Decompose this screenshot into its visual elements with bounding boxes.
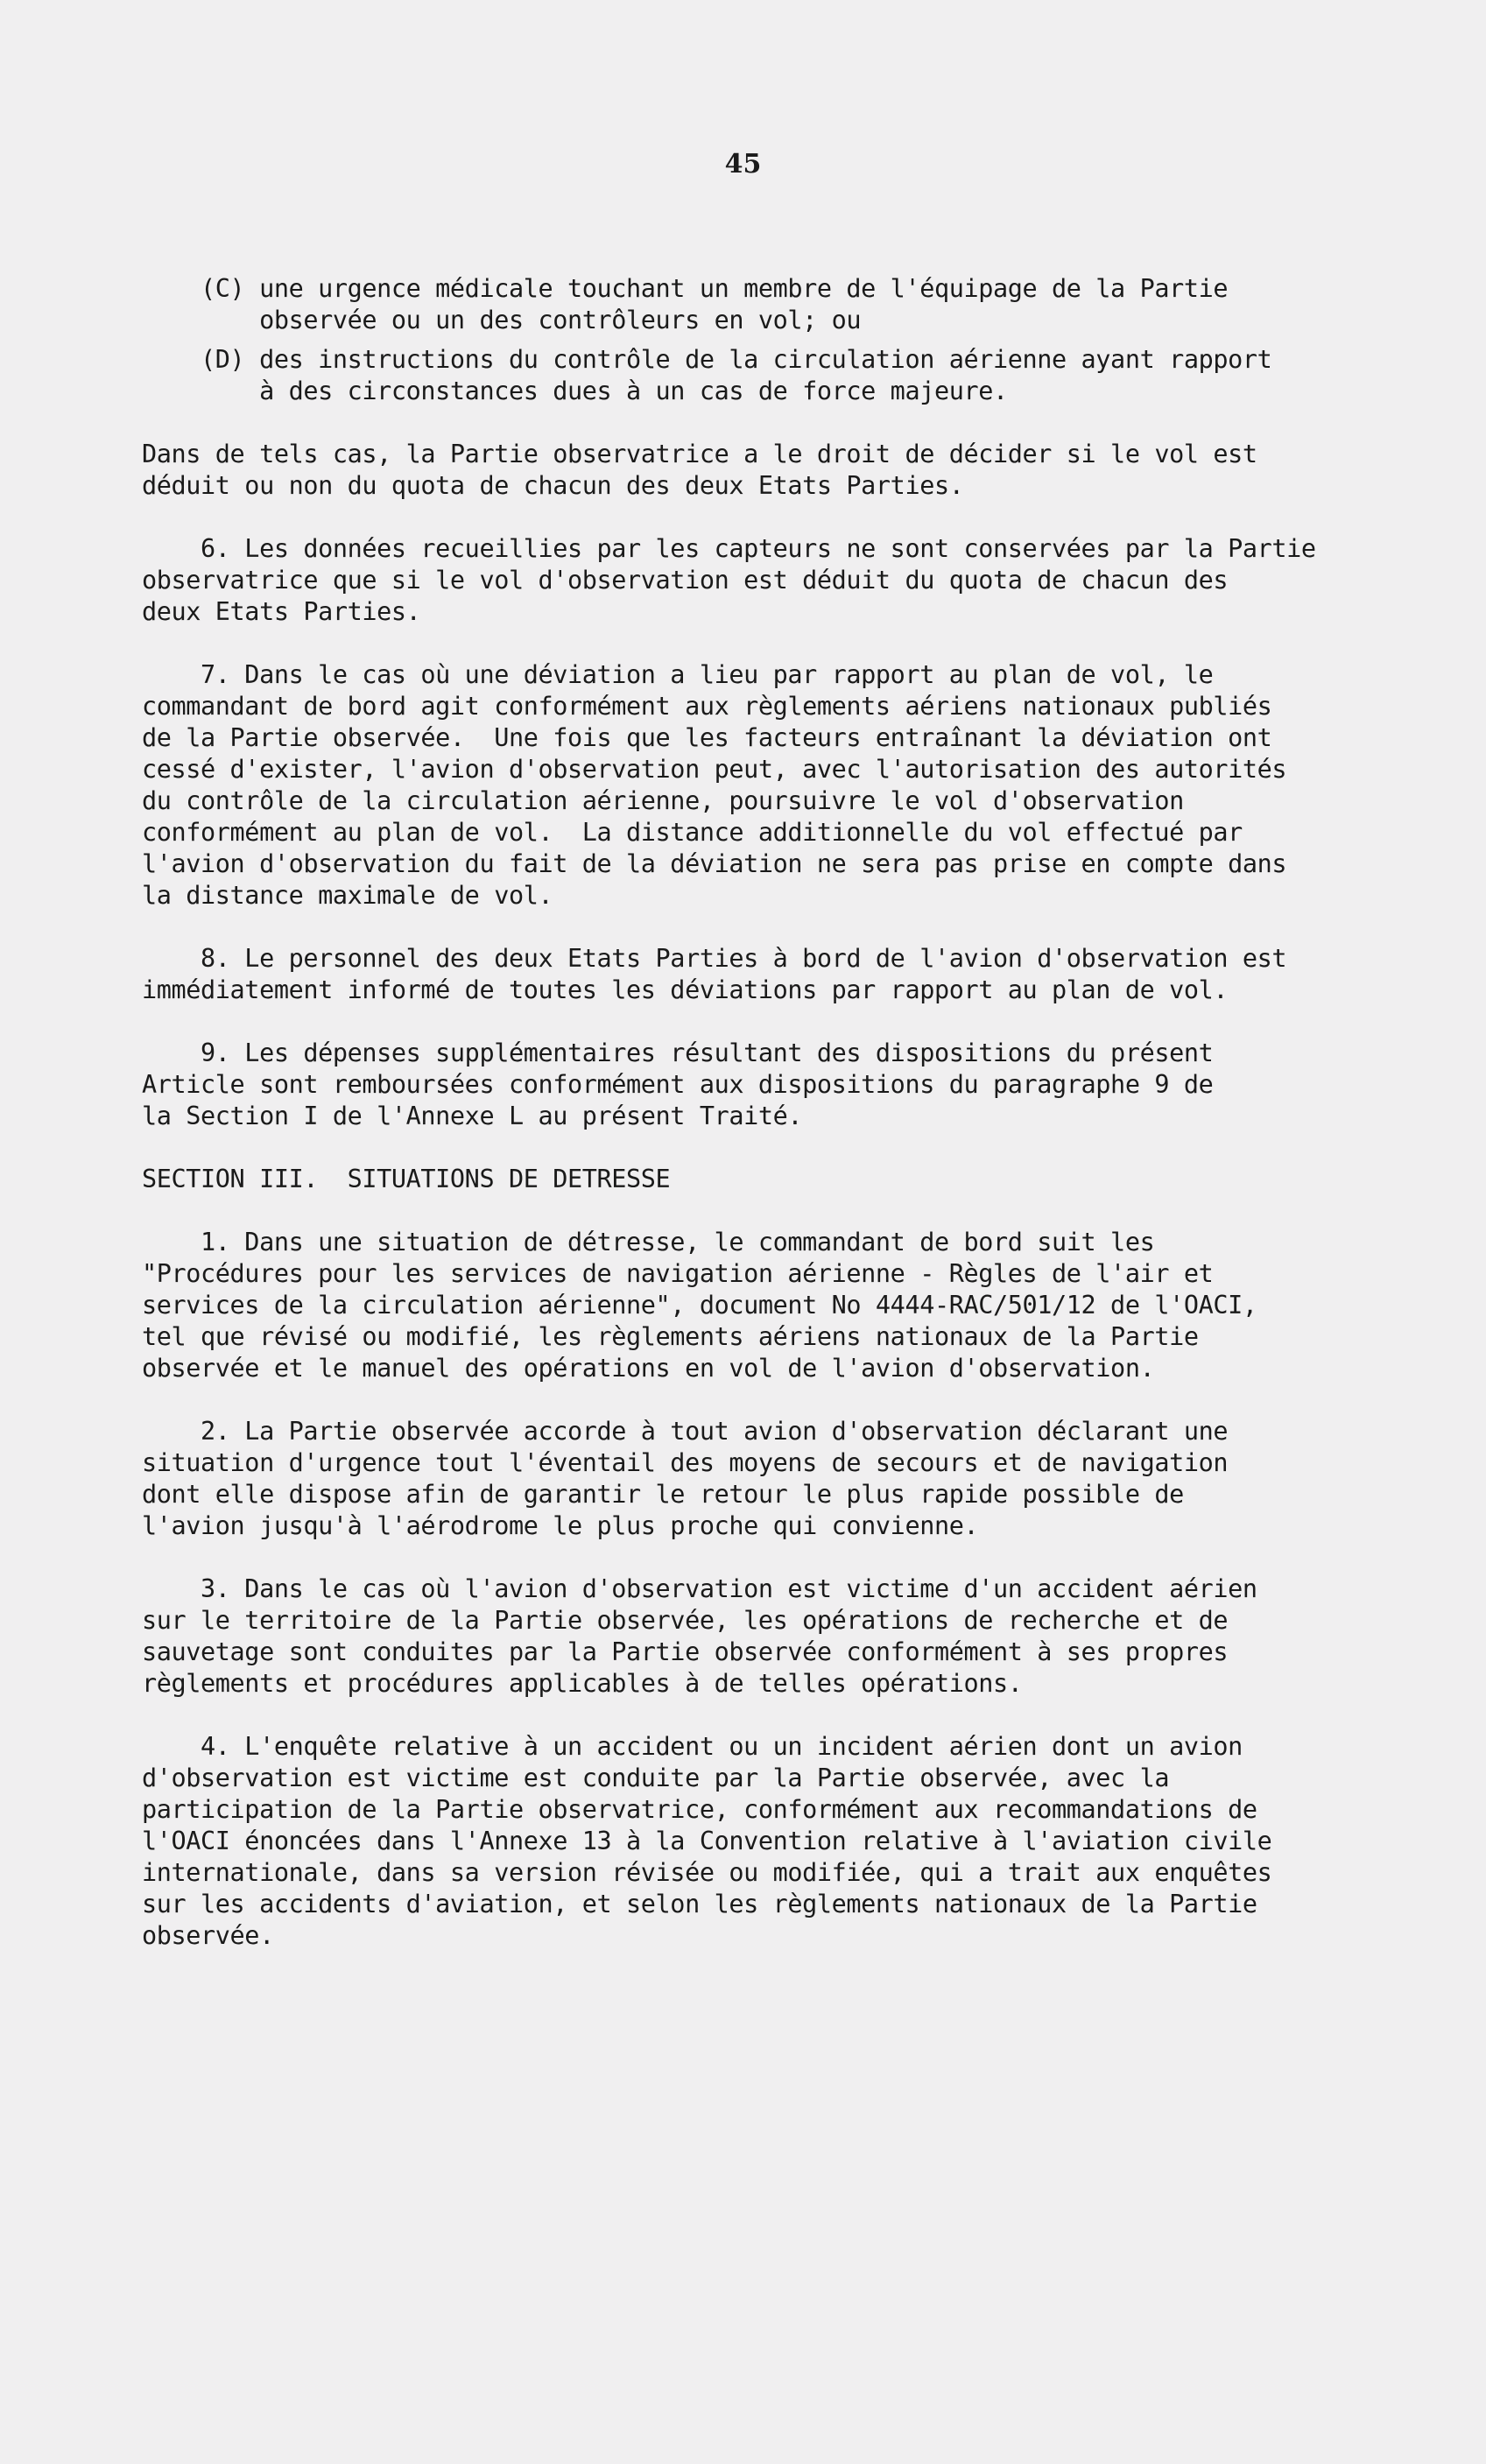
text-line: dont elle dispose afin de garantir le retour le plus rapide possible de xyxy=(142,1480,1184,1509)
section-3-paragraph-2 xyxy=(142,1416,1368,1542)
text-line: sur le territoire de la Partie observée, les opérations de recherche et de xyxy=(142,1606,1229,1635)
text-line: déduit ou non du quota de chacun des deux Etats Parties. xyxy=(142,471,964,500)
text-line: 1. Dans une situation de détresse, le commandant de bord suit les xyxy=(142,1228,1155,1257)
text-line: 8. Le personnel des deux Etats Parties à bord de l'avion d'observation est xyxy=(142,944,1287,973)
text-line: observée. xyxy=(142,1921,274,1950)
list-item-d xyxy=(142,344,1368,407)
page-number: 45 xyxy=(724,149,762,180)
text-line: cessé d'exister, l'avion d'observation peut, avec l'autorisation des autorités xyxy=(142,755,1287,784)
text-line: observée et le manuel des opérations en vol de l'avion d'observation. xyxy=(142,1354,1155,1383)
text-line: services de la circulation aérienne", document No 4444-RAC/501/12 de l'OACI, xyxy=(142,1291,1257,1320)
section-3-paragraph-1 xyxy=(142,1227,1368,1384)
text-line: règlements et procédures applicables à de telles opérations. xyxy=(142,1669,1023,1698)
text-line: sauvetage sont conduites par la Partie observée conformément à ses propres xyxy=(142,1637,1229,1666)
text-line: immédiatement informé de toutes les déviations par rapport au plan de vol. xyxy=(142,975,1229,1004)
text-line: à des circonstances dues à un cas de force majeure. xyxy=(142,377,1008,405)
text-line: la distance maximale de vol. xyxy=(142,881,553,910)
text-line: (D) des instructions du contrôle de la circulation aérienne ayant rapport xyxy=(142,345,1272,374)
text-line: 7. Dans le cas où une déviation a lieu par rapport au plan de vol, le xyxy=(142,660,1214,689)
text-line: tel que révisé ou modifié, les règlements aériens nationaux de la Partie xyxy=(142,1322,1199,1351)
text-line: commandant de bord agit conformément aux règlements aériens nationaux publiés xyxy=(142,692,1272,721)
paragraph-9 xyxy=(142,1038,1368,1132)
paragraph-8 xyxy=(142,943,1368,1006)
text-line: sur les accidents d'aviation, et selon les règlements nationaux de la Partie xyxy=(142,1890,1257,1918)
text-line: observatrice que si le vol d'observation est déduit du quota de chacun des xyxy=(142,566,1229,595)
text-line: internationale, dans sa version révisée ou modifiée, qui a trait aux enquêtes xyxy=(142,1858,1272,1887)
text-line: de la Partie observée. Une fois que les facteurs entraînant la déviation ont xyxy=(142,723,1272,752)
text-line: Article sont remboursées conformément aux dispositions du paragraphe 9 de xyxy=(142,1070,1214,1099)
paragraph-6 xyxy=(142,533,1368,628)
text-line: situation d'urgence tout l'éventail des moyens de secours et de navigation xyxy=(142,1448,1229,1477)
text-line: d'observation est victime est conduite par la Partie observée, avec la xyxy=(142,1764,1170,1792)
text-line: 3. Dans le cas où l'avion d'observation est victime d'un accident aérien xyxy=(142,1574,1257,1603)
text-line: l'avion d'observation du fait de la déviation ne sera pas prise en compte dans xyxy=(142,849,1287,878)
text-line: observée ou un des contrôleurs en vol; ou xyxy=(142,306,862,334)
paragraph-7 xyxy=(142,659,1368,912)
section-3-paragraph-4 xyxy=(142,1731,1368,1952)
text-line: (C) une urgence médicale touchant un membre de l'équipage de la Partie xyxy=(142,274,1229,303)
text-line: du contrôle de la circulation aérienne, poursuivre le vol d'observation xyxy=(142,786,1184,815)
paragraph-cases xyxy=(142,439,1368,502)
list-item-c xyxy=(142,273,1368,336)
text-line: participation de la Partie observatrice, conformément aux recommandations de xyxy=(142,1795,1257,1824)
text-line: 2. La Partie observée accorde à tout avion d'observation déclarant une xyxy=(142,1417,1229,1446)
text-line: deux Etats Parties. xyxy=(142,597,421,626)
text-line: conformément au plan de vol. La distance additionnelle du vol effectué par xyxy=(142,818,1243,847)
text-line: 9. Les dépenses supplémentaires résultant des dispositions du présent xyxy=(142,1038,1214,1067)
document-body xyxy=(142,273,1368,1983)
text-line: "Procédures pour les services de navigation aérienne - Règles de l'air et xyxy=(142,1259,1214,1288)
text-line: l'OACI énoncées dans l'Annexe 13 à la Convention relative à l'aviation civile xyxy=(142,1827,1272,1855)
text-line: Dans de tels cas, la Partie observatrice a le droit de décider si le vol est xyxy=(142,440,1257,468)
text-line: la Section I de l'Annexe L au présent Traité. xyxy=(142,1102,803,1130)
text-line: 4. L'enquête relative à un accident ou un incident aérien dont un avion xyxy=(142,1732,1243,1761)
section-heading: SECTION III. SITUATIONS DE DETRESSE xyxy=(142,1165,671,1193)
text-line: 6. Les données recueillies par les capteurs ne sont conservées par la Partie xyxy=(142,534,1316,563)
text-line: l'avion jusqu'à l'aérodrome le plus proche qui convienne. xyxy=(142,1511,979,1540)
section-3-paragraph-3 xyxy=(142,1573,1368,1700)
